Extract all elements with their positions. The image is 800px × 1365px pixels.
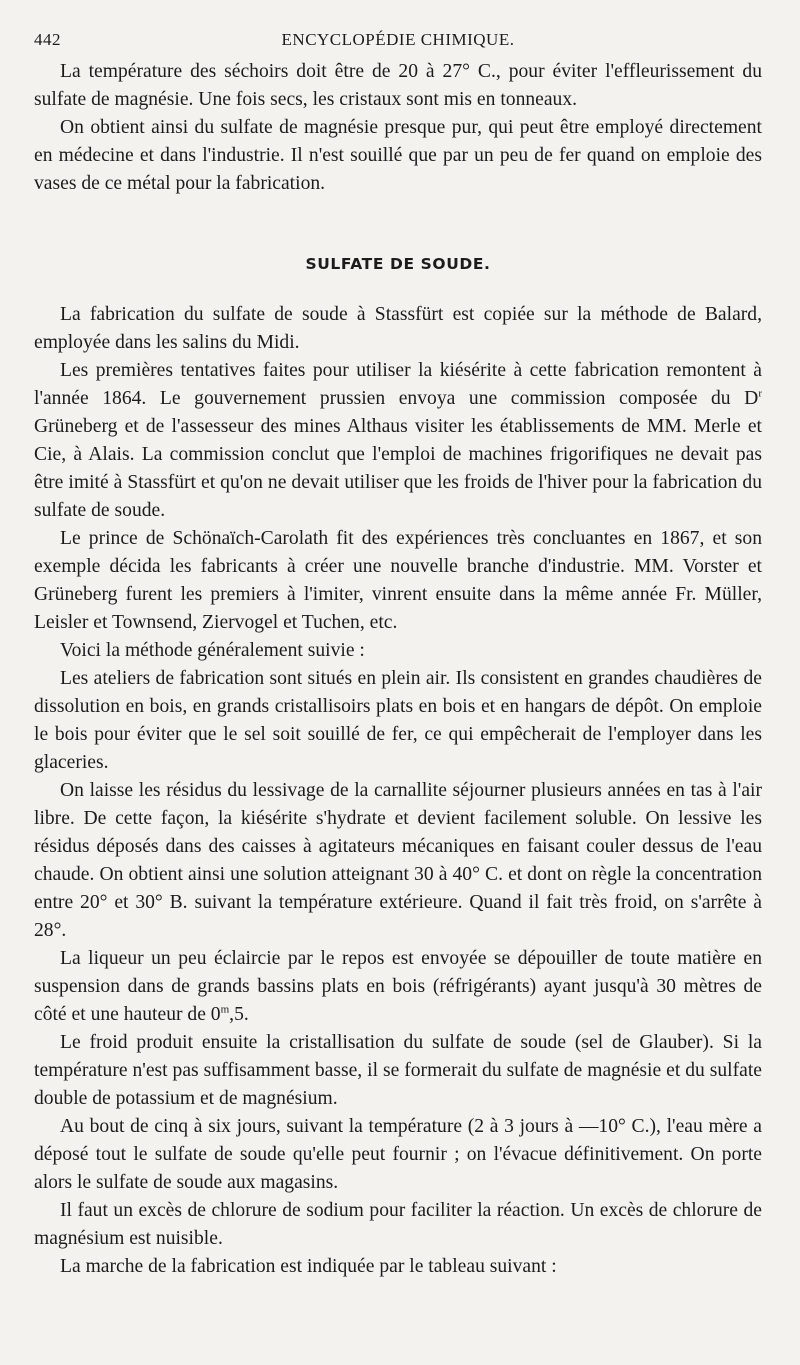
text-fragment: Grüneberg et de l'assesseur des mines Althaus visiter les établissements de MM. Merle et Cie, à Alais. La commission conclut que l'emploi de machines frigorifiques ne devait pas être imité à Stassfürt et qu'on ne devait utiliser que les froids de l'hiver pour la fabrication du sulfate de soude. — [34, 416, 762, 521]
superscript: m — [220, 1003, 230, 1016]
paragraph-excess-chloride: Il faut un excès de chlorure de sodium pour faciliter la réaction. Un excès de chlorure de magnésium est nuisible. — [34, 1200, 762, 1249]
paragraph-pure-sulfate: On obtient ainsi du sulfate de magnésie presque pur, qui peut être employé directement en médecine et dans l'industrie. Il n'est souillé que par un peu de fer quand on emploie des vases de ce métal pour la fabrication. — [34, 117, 762, 194]
section-heading: SULFATE DE SOUDE. — [305, 255, 491, 273]
paragraph-first-attempts — [34, 357, 762, 525]
paragraph-table-intro: La marche de la fabrication est indiquée par le tableau suivant : — [60, 1256, 557, 1277]
running-head — [34, 30, 762, 58]
running-title: ENCYCLOPÉDIE CHIMIQUE. — [281, 30, 515, 49]
text-fragment: Les premières tentatives faites pour utiliser la kiésérite à cette fabrication remontent à l'année 1864. Le gouvernement prussien envoya une commission composée du D — [34, 360, 762, 409]
paragraph-method-intro: Voici la méthode généralement suivie : — [60, 640, 365, 661]
paragraph-liquor — [34, 945, 762, 1029]
body-text — [34, 58, 762, 1281]
paragraph-residues: On laisse les résidus du lessivage de la carnallite séjourner plusieurs années en tas à l'air libre. De cette façon, la kiésérite s'hydrate et devient facilement soluble. On lessive les résidus déposés dans des caisses à agitateurs mécaniques en faisant couler dessus de l'eau chaude. On obtient ainsi une solution atteignant 30 à 40° C. et dont on règle la concentration entre 20° et 30° B. suivant la température extérieure. Quand il fait très froid, on s'arrête à 28°. — [34, 780, 762, 941]
page-number: 442 — [34, 30, 61, 49]
text-fragment: La liqueur un peu éclaircie par le repos est envoyée se dépouiller de toute matière en suspension dans de grands bassins plats en bois (réfrigérants) ayant jusqu'à 30 mètres de côté et une hauteur de 0 — [34, 948, 762, 1025]
paragraph-workshops: Les ateliers de fabrication sont situés en plein air. Ils consistent en grandes chaudières de dissolution en bois, en grands cristallisoirs plats en bois et en hangars de dépôt. On emploie le bois pour éviter que le sel soit souillé de fer, ce qui empêcherait de l'employer dans les glaceries. — [34, 668, 762, 773]
paragraph-crystallization: Le froid produit ensuite la cristallisation du sulfate de soude (sel de Glauber). Si la température n'est pas suffisamment basse, il se formerait du sulfate de magnésie et du sulfate double de potassium et de magnésium. — [34, 1032, 762, 1109]
paragraph-balard-method: La fabrication du sulfate de soude à Stassfürt est copiée sur la méthode de Balard, employée dans les salins du Midi. — [34, 304, 762, 353]
superscript: r — [758, 387, 762, 400]
paragraph-drying-temperature: La température des séchoirs doit être de 20 à 27° C., pour éviter l'effleurissement du sulfate de magnésie. Une fois secs, les cristaux sont mis en tonneaux. — [34, 61, 762, 110]
text-fragment: ,5. — [229, 1004, 249, 1025]
paragraph-prince-experiments: Le prince de Schönaïch-Carolath fit des expériences très concluantes en 1867, et son exemple décida les fabricants à créer une nouvelle branche d'industrie. MM. Vorster et Grüneberg furent les premiers à l'imiter, vinrent ensuite dans la même année Fr. Müller, Leisler et Townsend, Ziervogel et Tuchen, etc. — [34, 528, 762, 633]
paragraph-mother-liquor: Au bout de cinq à six jours, suivant la température (2 à 3 jours à —10° C.), l'eau mère a déposé tout le sulfate de soude qu'elle peut fournir ; on l'évacue définitivement. On porte alors le sulfate de soude aux magasins. — [34, 1116, 762, 1193]
